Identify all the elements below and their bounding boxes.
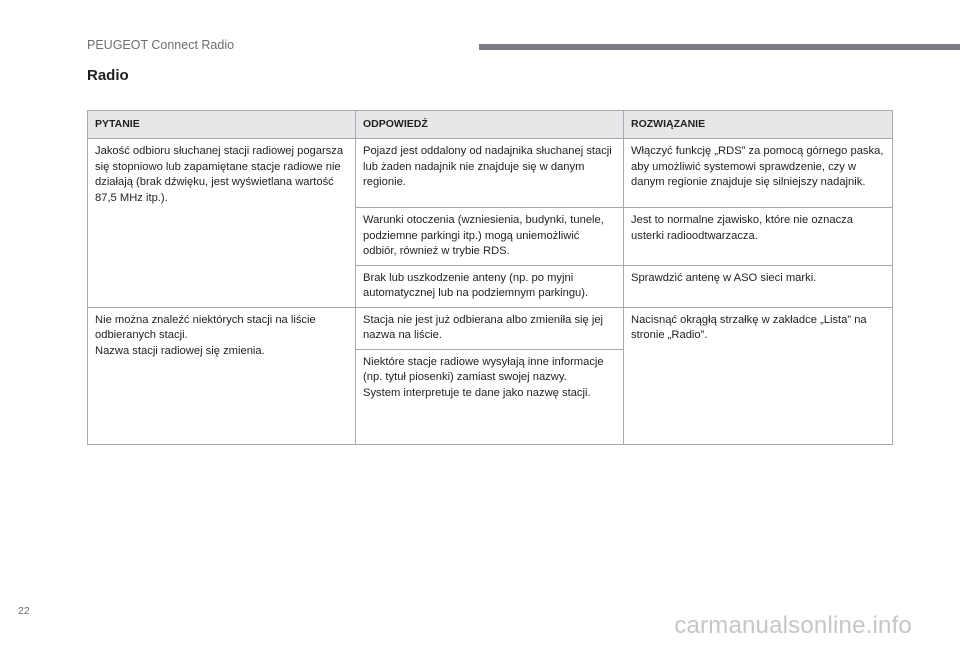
answer-cell: [356, 349, 624, 444]
table-row: [88, 139, 893, 208]
question-line: Nazwa stacji radiowej się zmienia.: [95, 344, 265, 357]
table-row: [88, 307, 893, 349]
header-bar: [479, 44, 960, 50]
answer-cell: Stacja nie jest już odbierana albo zmieniła się jej nazwa na liście.: [356, 307, 624, 349]
page-number: 22: [18, 605, 30, 617]
column-header-solution: ROZWIĄZANIE: [624, 111, 893, 139]
answer-line: System interpretuje te dane jako nazwę stacji.: [363, 386, 591, 399]
answer-line: Niektóre stacje radiowe wysyłają inne informacje (np. tytuł piosenki) zamiast swojej nazwy.: [363, 355, 604, 383]
solution-cell: Nacisnąć okrągłą strzałkę w zakładce „Lista” na stronie „Radio”.: [624, 307, 893, 444]
question-cell: Jakość odbioru słuchanej stacji radiowej pogarsza się stopniowo lub zapamiętane stacje radiowe nie działają (brak dźwięku, jest wyświetlana wartość 87,5 MHz itp.).: [88, 139, 356, 308]
troubleshooting-table: [87, 110, 893, 445]
watermark: carmanualsonline.info: [674, 612, 912, 639]
question-line: Nie można znaleźć niektórych stacji na liście odbieranych stacji.: [95, 313, 316, 341]
column-header-question: PYTANIE: [88, 111, 356, 139]
solution-cell: Włączyć funkcję „RDS” za pomocą górnego paska, aby umożliwić systemowi sprawdzenie, czy w danym regionie znajduje się silniejszy nadajnik.: [624, 139, 893, 208]
section-title: Radio: [87, 67, 129, 84]
solution-cell: Jest to normalne zjawisko, które nie oznacza usterki radioodtwarzacza.: [624, 208, 893, 266]
manual-header-title: PEUGEOT Connect Radio: [87, 38, 235, 52]
answer-cell: Pojazd jest oddalony od nadajnika słuchanej stacji lub żaden nadajnik nie znajduje się w danym regionie.: [356, 139, 624, 208]
answer-cell: Warunki otoczenia (wzniesienia, budynki, tunele, podziemne parkingi itp.) mogą uniemożliwić odbiór, również w trybie RDS.: [356, 208, 624, 266]
question-cell: [88, 307, 356, 444]
table-header-row: [88, 111, 893, 139]
answer-cell: Brak lub uszkodzenie anteny (np. po myjni automatycznej lub na podziemnym parkingu).: [356, 265, 624, 307]
column-header-answer: ODPOWIEDŹ: [356, 111, 624, 139]
solution-cell: Sprawdzić antenę w ASO sieci marki.: [624, 265, 893, 307]
